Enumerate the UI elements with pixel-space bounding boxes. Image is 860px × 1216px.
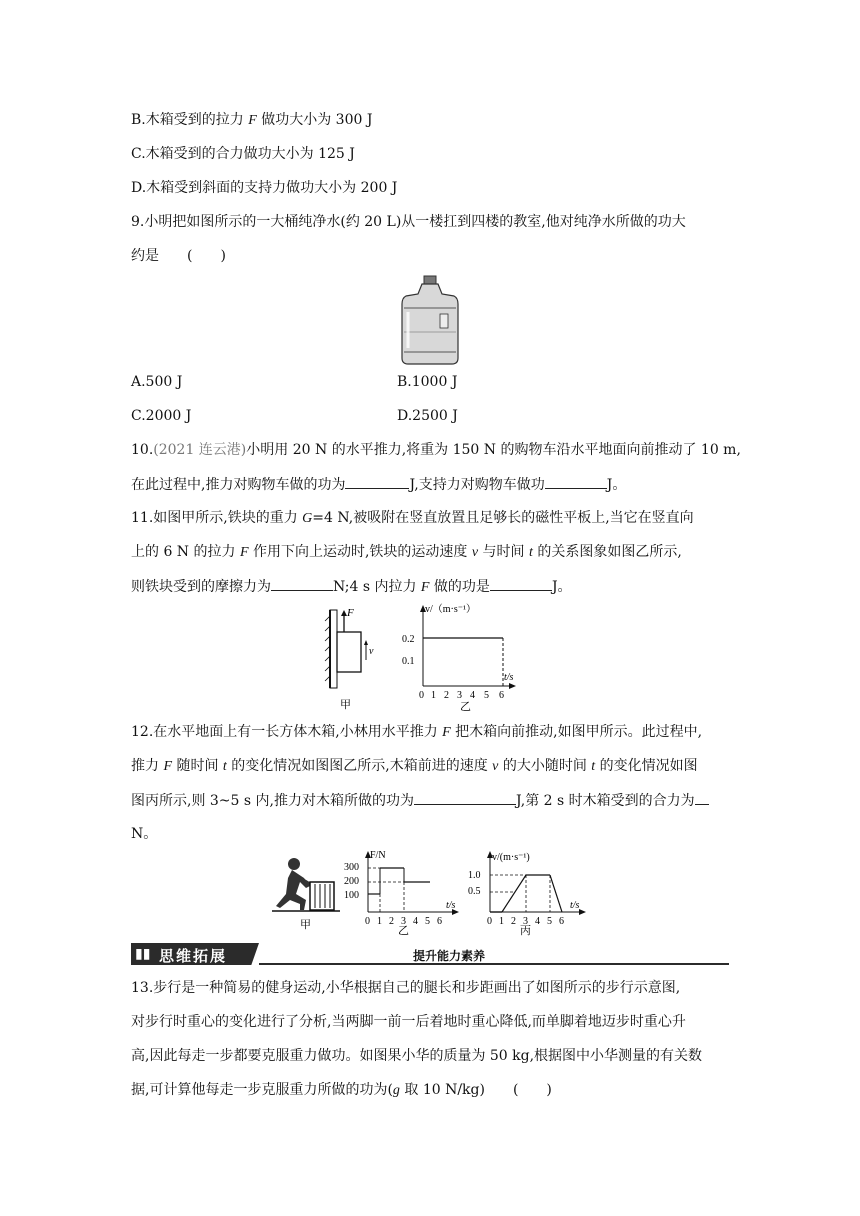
v-tick-0.5: 0.5 [468, 886, 481, 897]
q12-stem-1 [131, 722, 702, 743]
q10-number: 10. [131, 442, 154, 458]
caption-yi: 乙 [398, 925, 409, 936]
banner-title: 思维拓展 [159, 947, 228, 965]
q10-text-2a: 在此过程中,推力对购物车做的功为 [131, 477, 346, 493]
q8b-text: B.木箱受到的拉力 [131, 112, 249, 128]
f-xaxis-label: t/s [446, 900, 456, 911]
q12-text-2e: 的变化情况如图 [595, 758, 698, 774]
q10-stem-1 [131, 440, 741, 460]
q10-text-2c: J。 [606, 477, 627, 493]
q13-text-4a: 据,可计算他每走一步克服重力所做的功为( [131, 1082, 393, 1098]
person-pushing-box [272, 858, 340, 911]
v-xtick: 5 [547, 916, 552, 927]
bottle-cap [424, 276, 436, 284]
q12-text-2a: 推力 [131, 758, 164, 774]
q11-var-t: t [529, 545, 533, 560]
x-tick: 0 [419, 690, 424, 701]
f-tick-300: 300 [344, 862, 359, 873]
q12-var-v: v [492, 759, 499, 774]
q9-option-d: D.2500 J [397, 408, 458, 424]
f-xtick: 6 [437, 916, 442, 927]
x-tick: 6 [499, 690, 504, 701]
f-tick-100: 100 [344, 890, 359, 901]
q12-text-1b: 把木箱向前推动,如图甲所示。此过程中, [450, 724, 703, 740]
banner-rule [259, 963, 729, 965]
f-xtick: 2 [389, 916, 394, 927]
v-xtick: 2 [511, 916, 516, 927]
q13-text-4b: 取 10 N/kg) ( ) [399, 1082, 552, 1098]
q12-blank-1[interactable] [414, 790, 516, 805]
q11-var-f2: F [420, 580, 430, 595]
v-xtick: 0 [487, 916, 492, 927]
q8-option-d: D.木箱受到斜面的支持力做功大小为 200 J [131, 180, 398, 196]
v-tick-1.0: 1.0 [468, 870, 481, 881]
x-tick: 1 [431, 690, 436, 701]
v-xaxis-label: t/s [570, 900, 580, 911]
q11-blank-1[interactable] [271, 576, 333, 591]
q12-stem-4: N。 [131, 826, 158, 842]
x-tick: 3 [457, 690, 462, 701]
q8-option-c: C.木箱受到的合力做功大小为 125 J [131, 146, 355, 162]
v-xtick: 4 [535, 916, 540, 927]
f-xtick: 1 [377, 916, 382, 927]
v-decel-line [550, 875, 562, 912]
q13-var-g: g [392, 1083, 400, 1098]
f-xtick: 3 [401, 916, 406, 927]
caption-bing: 丙 [520, 925, 531, 936]
q10-blank-1[interactable] [345, 474, 409, 489]
x-tick: 4 [470, 690, 475, 701]
q12-text-3a: 图丙所示,则 3~5 s 内,推力对木箱所做的功为 [131, 793, 414, 809]
q11-text-3b: N;4 s 内拉力 [333, 579, 421, 595]
q10-source: (2021 连云港) [153, 442, 247, 458]
q12-stem-3 [131, 790, 709, 811]
q10-text-2b: J,支持力对购物车做功 [409, 477, 545, 493]
q12-text-2d: 的大小随时间 [498, 758, 592, 774]
banner-subtitle: 提升能力素养 [413, 949, 486, 963]
q11-text-2d: 的关系图象如图乙所示, [532, 544, 682, 560]
q12-var-t: t [222, 759, 227, 774]
q9-stem-1: 9.小明把如图所示的一大桶纯净水(约 20 L)从一楼扛到四楼的教室,他对纯净水所做的功大 [131, 214, 686, 230]
q12-var-f: F [442, 725, 451, 740]
q8b-var: F [248, 113, 257, 128]
q12-var-t2: t [591, 759, 596, 774]
iron-block [337, 632, 361, 672]
v-axis-label: v/(m·s⁻¹) [492, 852, 530, 863]
q11-stem-2 [131, 542, 682, 563]
q13-stem-3: 高,因此每走一步都要克服重力做功。如图果小华的质量为 50 kg,根据图中小华测量的有关数 [131, 1048, 703, 1064]
q12-text-1: 12.在水平地面上有一长方体木箱,小林用水平推力 [131, 724, 443, 740]
bottle-handle [440, 314, 448, 328]
x-tick: 5 [484, 690, 489, 701]
q11-text-1b: =4 N,被吸附在竖直放置且足够长的磁性平板上,当它在竖直向 [312, 510, 694, 526]
magnetic-plate [330, 610, 337, 688]
v-xtick: 1 [499, 916, 504, 927]
q10-stem-2 [131, 474, 626, 495]
q11-text-3c: 做的功是 [429, 579, 490, 595]
y-tick-0.1: 0.1 [402, 656, 415, 667]
f-tick-200: 200 [344, 876, 359, 887]
q11-text-3d: J。 [551, 579, 572, 595]
v-accel-line [502, 875, 526, 912]
q13-stem-4 [131, 1080, 552, 1101]
caption-jia: 甲 [300, 919, 311, 931]
q12-text-2c: 的变化情况如图图乙所示,木箱前进的速度 [226, 758, 493, 774]
q12-stem-2 [131, 756, 698, 777]
f-xtick: 4 [413, 916, 418, 927]
q8-option-b [131, 110, 372, 131]
q13-stem-2: 对步行时重心的变化进行了分析,当两脚一前一后着地时重心降低,而单脚着地迈步时重心升 [131, 1014, 686, 1030]
q11-text-2a: 上的 6 N 的拉力 [131, 544, 240, 560]
q11-stem-1 [131, 508, 694, 529]
q10-blank-2[interactable] [545, 474, 607, 489]
label-f: F [347, 607, 354, 619]
caption-yi: 乙 [460, 701, 471, 712]
q8b-rest: 做功大小为 300 J [256, 112, 373, 128]
label-v: v [369, 646, 374, 657]
v-xtick: 3 [523, 916, 528, 927]
q11-stem-3 [131, 576, 572, 598]
q9-option-a: A.500 J [131, 374, 183, 390]
q12-var-f2: F [163, 759, 173, 774]
f-xtick: 0 [365, 916, 370, 927]
q12-figure [270, 848, 600, 936]
q9-option-c: C.2000 J [131, 408, 192, 424]
x-axis-label: t/s [504, 672, 514, 683]
x-tick: 2 [444, 690, 449, 701]
q11-var-f: F [239, 545, 249, 560]
caption-jia: 甲 [340, 699, 351, 711]
banner-stripes: ▮▮ [135, 946, 151, 962]
q11-var-g: G [302, 511, 313, 526]
q11-text-2c: 与时间 [478, 544, 530, 560]
f-axis-label: F/N [370, 850, 386, 861]
q9-option-b: B.1000 J [397, 374, 458, 390]
q11-var-v: v [471, 545, 479, 560]
q11-blank-2[interactable] [490, 576, 552, 591]
q12-blank-2[interactable] [695, 790, 709, 805]
f-xtick: 5 [425, 916, 430, 927]
v-xtick: 6 [559, 916, 564, 927]
section-banner [131, 943, 731, 965]
q12-text-3b: J,第 2 s 时木箱受到的合力为 [515, 793, 695, 809]
q11-figure [318, 602, 528, 712]
q11-text-2b: 作用下向上运动时,铁块的运动速度 [248, 544, 472, 560]
water-bottle-figure [400, 274, 460, 366]
q10-text-1: 小明用 20 N 的水平推力,将重为 150 N 的购物车沿水平地面向前推动了 10 m, [246, 442, 741, 458]
q11-text-3a: 则铁块受到的摩擦力为 [131, 579, 271, 595]
q13-stem-1: 13.步行是一种简易的健身运动,小华根据自己的腿长和步距画出了如图所示的步行示意图, [131, 980, 681, 996]
y-tick-0.2: 0.2 [402, 634, 415, 645]
q12-text-2b: 随时间 [172, 758, 223, 774]
y-axis-label: v/（m·s⁻¹） [425, 604, 477, 615]
q11-text-1a: 11.如图甲所示,铁块的重力 [131, 510, 303, 526]
q9-stem-2: 约是 ( ) [131, 248, 226, 264]
